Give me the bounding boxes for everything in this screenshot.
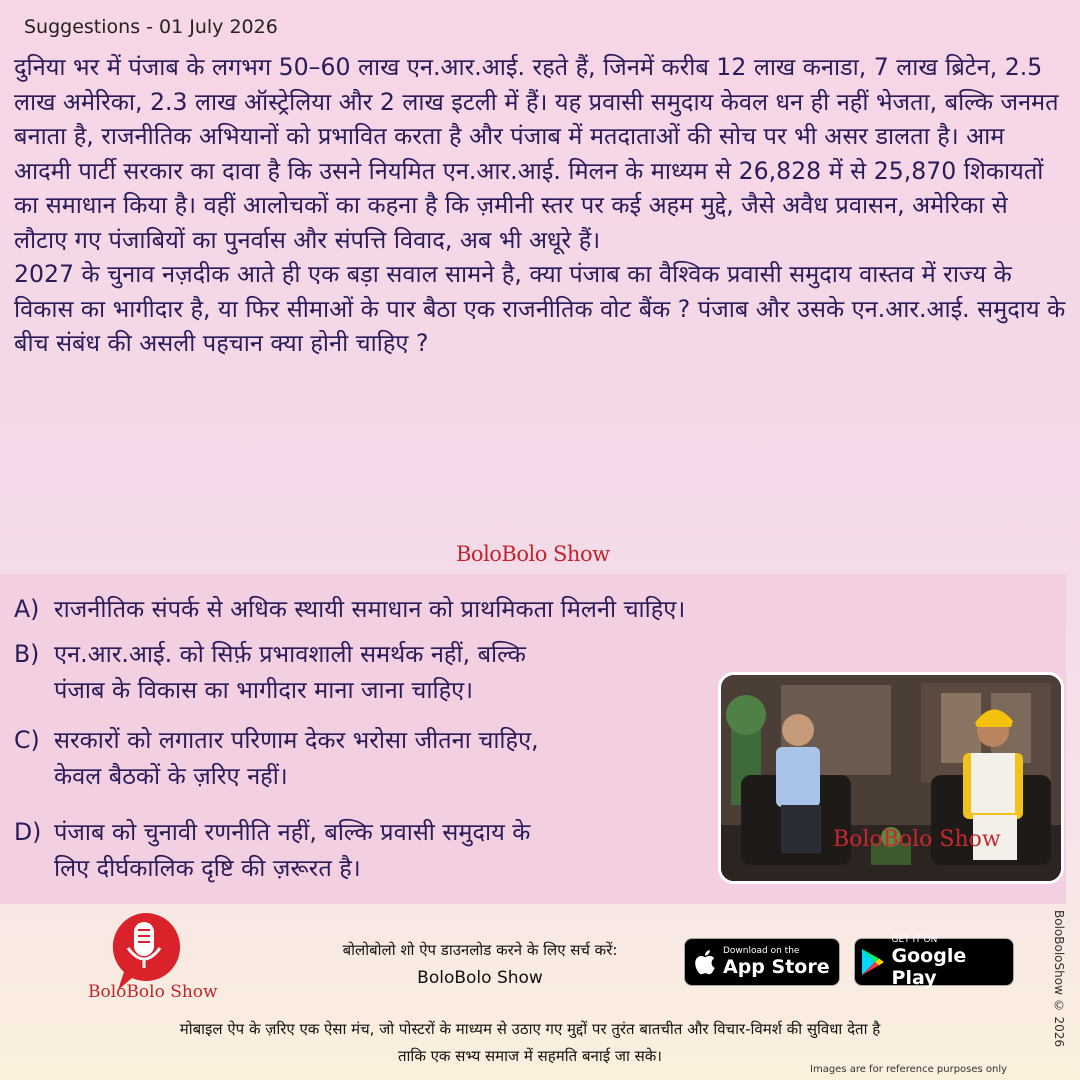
option-letter: B): [14, 640, 40, 668]
option-text: एन.आर.आई. को सिर्फ़ प्रभावशाली समर्थक नहीं, बल्कि: [54, 640, 526, 668]
app-store-small-text: Download on the: [723, 946, 800, 956]
article-paragraph-2: 2027 के चुनाव नज़दीक आते ही एक बड़ा सवाल सामने है, क्या पंजाब का वैश्विक प्रवासी समुदाय वास्तव में राज्य के विकास का भागीदार है, या फिर सीमाओं के पार बैठा एक राजनीतिक वोट बैंक ? पंजाब और उसके एन.आर.आई. समुदाय के बीच संबंध की असली पहचान क्या होनी चाहिए ?: [14, 260, 1066, 357]
option-text-continued: केवल बैठकों के ज़रिए नहीं।: [54, 762, 288, 790]
option-text-continued: लिए दीर्घकालिक दृष्टि की ज़रूरत है।: [54, 854, 361, 882]
mission-line-2: ताकि एक सभ्य समाज में सहमति बनाई जा सके।: [398, 1047, 662, 1065]
option-text-continued: पंजाब के विकास का भागीदार माना जाना चाहिए।: [54, 676, 474, 704]
brand-name-center: BoloBolo Show: [456, 542, 610, 566]
option-letter: D): [14, 818, 42, 846]
google-play-icon: [855, 948, 892, 976]
footer-logo-text: BoloBolo Show: [88, 982, 218, 1002]
photo-watermark: BoloBolo Show: [833, 827, 1001, 852]
interview-photo: [718, 672, 1064, 884]
option-b[interactable]: [14, 636, 714, 708]
search-app-name: BoloBolo Show: [417, 968, 543, 988]
search-prompt: बोलोबोलो शो ऐप डाउनलोड करने के लिए सर्च करें:: [342, 941, 618, 959]
copyright-notice: BoloBoloShow © 2026: [1052, 910, 1066, 1048]
option-letter: C): [14, 726, 40, 754]
option-letter: A): [14, 595, 40, 623]
article-body: [14, 50, 1066, 361]
app-store-big-text: App Store: [723, 956, 830, 978]
article-paragraph-1: दुनिया भर में पंजाब के लगभग 50–60 लाख एन.आर.आई. रहते हैं, जिनमें करीब 12 लाख कनाडा, 7 लाख ब्रिटेन, 2.5 लाख अमेरिका, 2.3 लाख ऑस्ट्रेलिया और 2 लाख इटली में हैं। यह प्रवासी समुदाय केवल धन ही नहीं भेजता, बल्कि जनमत बनाता है, राजनीतिक अभियानों को प्रभावित करता है और पंजाब में मतदाताओं की सोच पर भी असर डालता है। आम आदमी पार्टी सरकार का दावा है कि उसने नियमित एन.आर.आई. मिलन के माध्यम से 26,828 में से 25,870 शिकायतों का समाधान किया है। वहीं आलोचकों का कहना है कि ज़मीनी स्तर पर कई अहम मुद्दे, जैसे अवैध प्रवासन, अमेरिका से लौटाए गए पंजाबियों का पुनर्वास और संपत्ति विवाद, अब भी अधूरे हैं।: [14, 53, 1059, 254]
mission-line-1: मोबाइल ऐप के ज़रिए एक ऐसा मंच, जो पोस्टरों के माध्यम से उठाए गए मुद्दों पर तुरंत बातचीत और विचार-विमर्श की सुविधा देता है: [179, 1020, 881, 1038]
google-play-button[interactable]: [854, 935, 1014, 989]
google-play-small-text: GET IT ON: [891, 935, 938, 945]
option-a[interactable]: [14, 591, 685, 627]
suggestion-date-label: Suggestions - 01 July 2026: [24, 16, 278, 38]
apple-icon: [685, 948, 723, 976]
interview-scene: [721, 675, 1064, 884]
option-c[interactable]: [14, 722, 714, 794]
image-disclaimer: Images are for reference purposes only: [810, 1064, 1008, 1075]
google-play-big-text: Google Play: [891, 945, 967, 989]
app-store-button[interactable]: [684, 938, 840, 986]
mission-statement: [20, 1016, 1040, 1070]
app-search-instruction: [300, 936, 660, 992]
option-text: राजनीतिक संपर्क से अधिक स्थायी समाधान को प्राथमिकता मिलनी चाहिए।: [54, 595, 686, 623]
option-text: पंजाब को चुनावी रणनीति नहीं, बल्कि प्रवासी समुदाय के: [54, 818, 531, 846]
option-d[interactable]: [14, 814, 714, 886]
option-text: सरकारों को लगातार परिणाम देकर भरोसा जीतना चाहिए,: [54, 726, 539, 754]
